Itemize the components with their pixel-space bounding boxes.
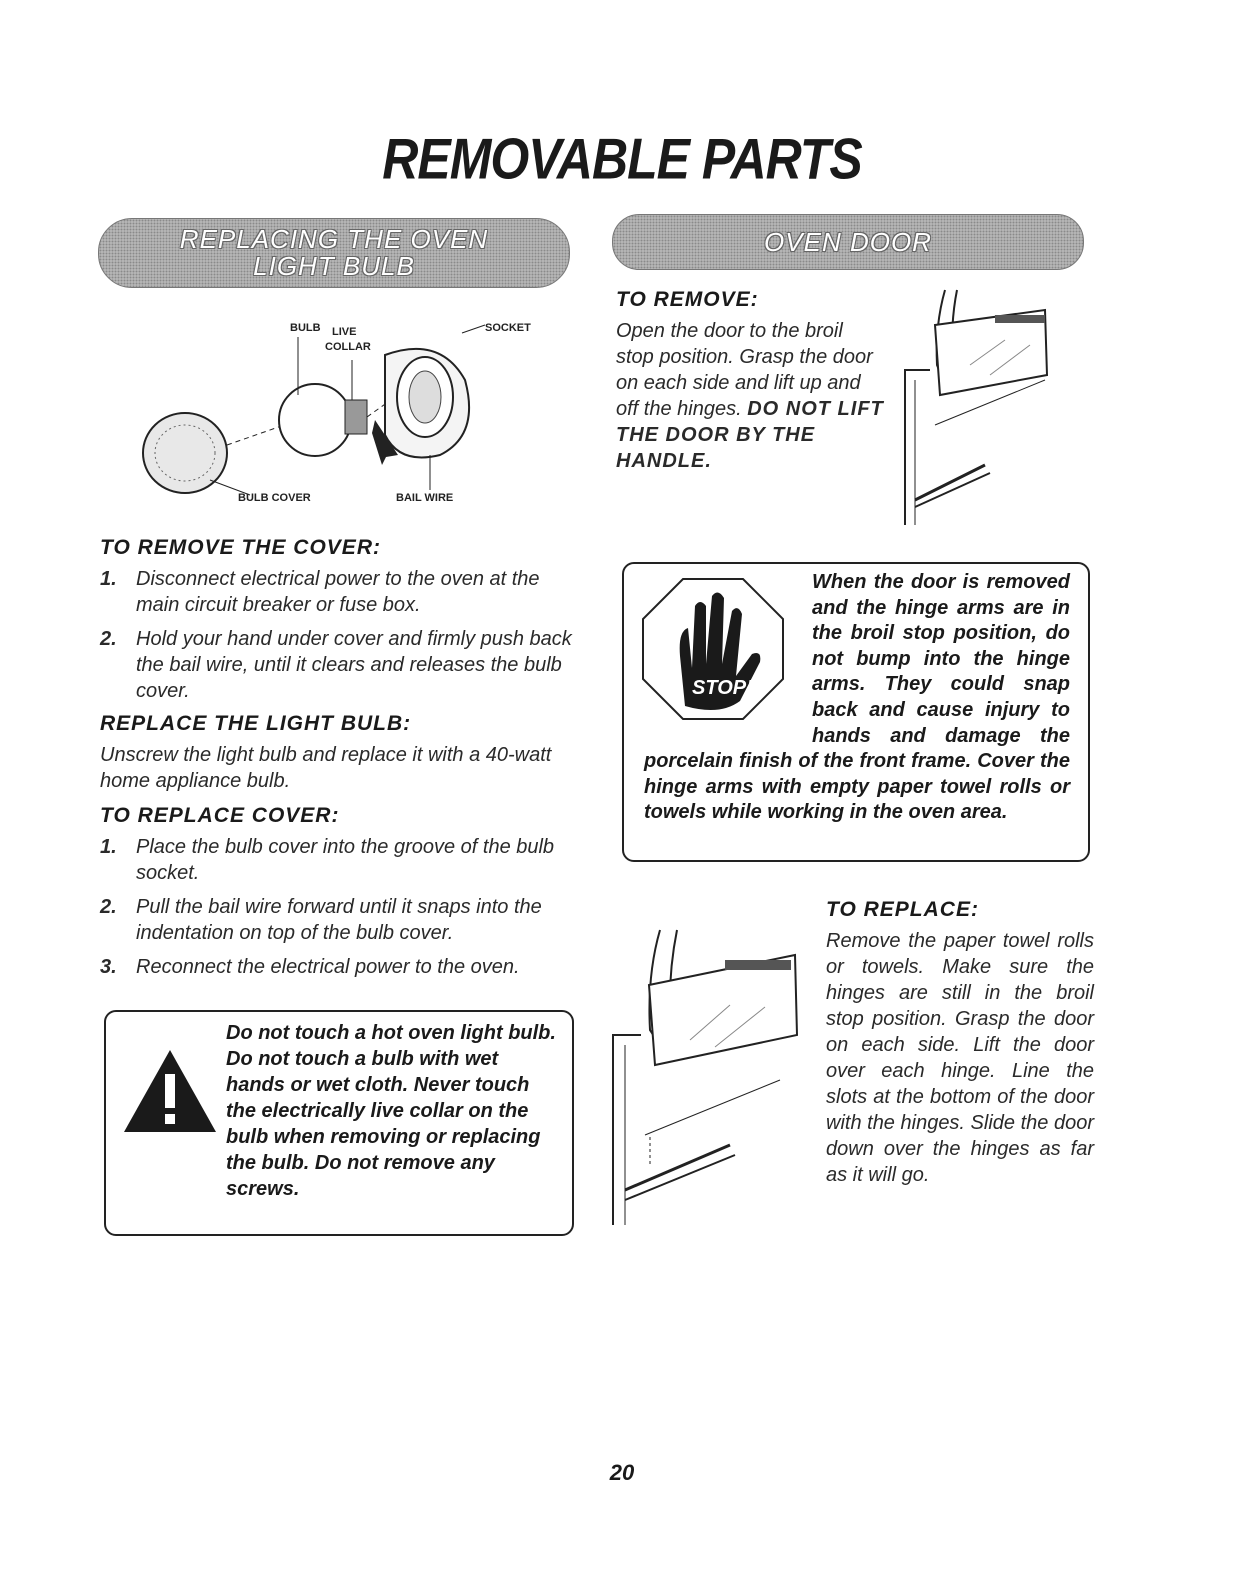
step-number: 3. <box>100 956 117 978</box>
socket-inner <box>409 371 441 423</box>
step-text: Hold your hand under cover and firmly push back the bail wire, until it clears and releases the bulb cover. <box>136 628 572 702</box>
section-banner-oven-door-text: OVEN DOOR <box>764 226 932 257</box>
step-number: 1. <box>100 836 117 858</box>
door-remove-text <box>616 318 886 474</box>
stop-warning-box <box>622 562 1090 862</box>
label-bail-wire: BAIL WIRE <box>396 492 454 504</box>
stop-warning-text-content: When the door is removed and the hinge arms are in the broil stop position, do not bump into the hinge arms. They could snap back and cause injury to hands and damage the porcelain finish of the front frame. Cover the hinge arms with empty paper towel rolls or towels while working in the oven area. <box>644 571 1070 824</box>
door-remove-instructions: Open the door to the broil stop position. Grasp the door on each side and lift up and off the hinges. <box>616 320 873 420</box>
socket-leader-line <box>462 325 485 333</box>
list-item <box>100 954 580 980</box>
stop-icon-spacer <box>644 570 812 742</box>
label-collar: COLLAR <box>325 341 371 353</box>
door-remove-heading: TO REMOVE: <box>616 288 759 311</box>
door-replace-illustration <box>605 925 800 1230</box>
warning-triangle-icon <box>120 1046 220 1136</box>
step-text: Pull the bail wire forward until it snaps into the indentation on top of the bulb cover. <box>136 896 542 944</box>
label-socket: SOCKET <box>485 322 531 334</box>
door-replace-text: Remove the paper towel rolls or towels. Make sure the hinges are still in the broil stop position. Grasp the door on each side. Lift the door over each hinge. Line the slots at the bottom of the door with the hinges. Slide the door down over the hinges as far as it will go. <box>826 930 1094 1186</box>
remove-cover-steps <box>100 566 580 712</box>
bulb-base-shape <box>345 400 367 434</box>
remove-cover-heading: TO REMOVE THE COVER: <box>100 536 381 559</box>
section-banner-oven-door <box>612 214 1084 270</box>
stop-warning-text <box>644 570 1070 826</box>
bulb-warning-text: Do not touch a hot oven light bulb. Do not touch a bulb with wet hands or wet cloth. Never touch the electrically live collar on the bulb when removing or replacing the bulb. Do not remove any screws. <box>226 1022 556 1200</box>
door-remove-emphasis: DO NOT LIFT THE DOOR BY THE HANDLE. <box>616 398 884 472</box>
light-bulb-diagram <box>140 305 560 510</box>
door-remove-illustration <box>895 285 1055 525</box>
replace-bulb-heading: REPLACE THE LIGHT BULB: <box>100 712 412 735</box>
replace-cover-heading: TO REPLACE COVER: <box>100 804 340 827</box>
step-number: 1. <box>100 568 117 590</box>
section-banner-light-bulb <box>98 218 570 288</box>
label-bulb: BULB <box>290 322 321 334</box>
step-number: 2. <box>100 628 117 650</box>
list-item <box>100 834 580 886</box>
door-replace-heading: TO REPLACE: <box>826 898 979 921</box>
page-title: REMOVABLE PARTS <box>382 126 862 192</box>
step-text: Place the bulb cover into the groove of the bulb socket. <box>136 836 555 884</box>
bulb-warning-box <box>104 1010 574 1236</box>
replace-bulb-text: Unscrew the light bulb and replace it with a 40-watt home appliance bulb. <box>100 744 552 792</box>
page-number: 20 <box>609 1460 635 1485</box>
replace-cover-steps <box>100 834 580 988</box>
step-number: 2. <box>100 896 117 918</box>
step-text: Reconnect the electrical power to the oven. <box>136 956 520 978</box>
label-bulb-cover: BULB COVER <box>238 492 311 504</box>
list-item <box>100 566 580 618</box>
stop-sign-text: STOP! <box>692 677 753 699</box>
step-text: Disconnect electrical power to the oven at the main circuit breaker or fuse box. <box>136 568 540 616</box>
section-banner-light-bulb-text: REPLACING THE OVEN LIGHT BULB <box>179 224 489 281</box>
label-live: LIVE <box>332 326 357 338</box>
bulb-shape <box>279 384 351 456</box>
list-item <box>100 626 580 704</box>
list-item <box>100 894 580 946</box>
